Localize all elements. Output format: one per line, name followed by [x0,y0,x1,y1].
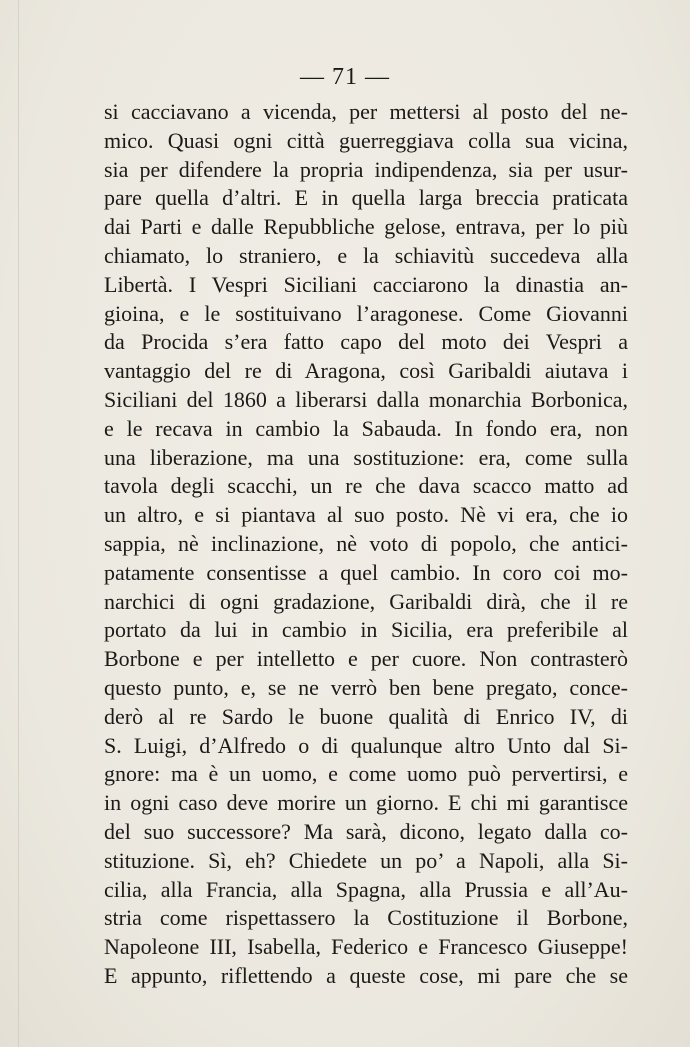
text-line: vantaggio del re di Aragona, così Garibaldi aiutava i [104,358,628,384]
text-line: S. Luigi, d’Alfredo o di qualunque altro Unto dal Si- [104,732,628,758]
text-line: E appunto, riflettendo a queste cose, mi pare che se [104,962,628,988]
text-line: narchici di ogni gradazione, Garibaldi dirà, che il re [104,588,628,614]
text-line: portato da lui in cambio in Sicilia, era preferibile al [104,617,628,643]
text-line: Libertà. I Vespri Siciliani cacciarono la dinastia an- [104,271,628,297]
text-line: in ogni caso deve morire un giorno. E chi mi garantisce [104,790,628,816]
page-edge-line [18,0,19,1047]
text-line: gioina, e le sostituivano l’aragonese. Come Giovanni [104,300,628,326]
page-number: — 71 — [300,64,390,90]
text-line: un altro, e si piantava al suo posto. Nè vi era, che io [104,502,628,528]
text-line: tavola degli scacchi, un re che dava scacco matto ad [104,473,628,499]
text-line: una liberazione, ma una sostituzione: era, come sulla [104,444,628,470]
text-line: stria come rispettassero la Costituzione il Borbone, [104,905,628,931]
text-line: Napoleone III, Isabella, Federico e Francesco Giuseppe! [104,934,628,960]
text-line: sappia, nè inclinazione, nè voto di popolo, che antici- [104,530,628,556]
text-line: Siciliani del 1860 a liberarsi dalla monarchia Borbonica, [104,386,628,412]
text-line: dai Parti e dalle Repubbliche gelose, entrava, per lo più [104,214,628,240]
text-line: mico. Quasi ogni città guerreggiava colla sua vicina, [104,127,628,153]
body-text [104,98,628,991]
text-line: questo punto, e, se ne verrò ben bene pregato, conce- [104,674,628,700]
text-line: cilia, alla Francia, alla Spagna, alla Prussia e all’Au- [104,876,628,902]
text-line: si cacciavano a vicenda, per mettersi al posto del ne- [104,99,628,124]
text-line: pare quella d’altri. E in quella larga breccia praticata [104,185,628,211]
text-line: da Procida s’era fatto capo del moto dei Vespri a [104,329,628,355]
text-line: e le recava in cambio la Sabauda. In fondo era, non [104,415,628,441]
text-line: sia per difendere la propria indipendenza, sia per usur- [104,156,628,182]
text-line: chiamato, lo straniero, e la schiavitù succedeva alla [104,242,628,268]
text-line: gnore: ma è un uomo, e come uomo può pervertirsi, e [104,761,628,787]
text-line: derò al re Sardo le buone qualità di Enrico IV, di [104,703,628,729]
text-line: patamente consentisse a quel cambio. In coro coi mo- [104,559,628,585]
text-line: Borbone e per intelletto e per cuore. Non contrasterò [104,646,628,672]
text-line: del suo successore? Ma sarà, dicono, legato dalla co- [104,818,628,844]
text-line: stituzione. Sì, eh? Chiedete un po’ a Napoli, alla Si- [104,847,628,873]
